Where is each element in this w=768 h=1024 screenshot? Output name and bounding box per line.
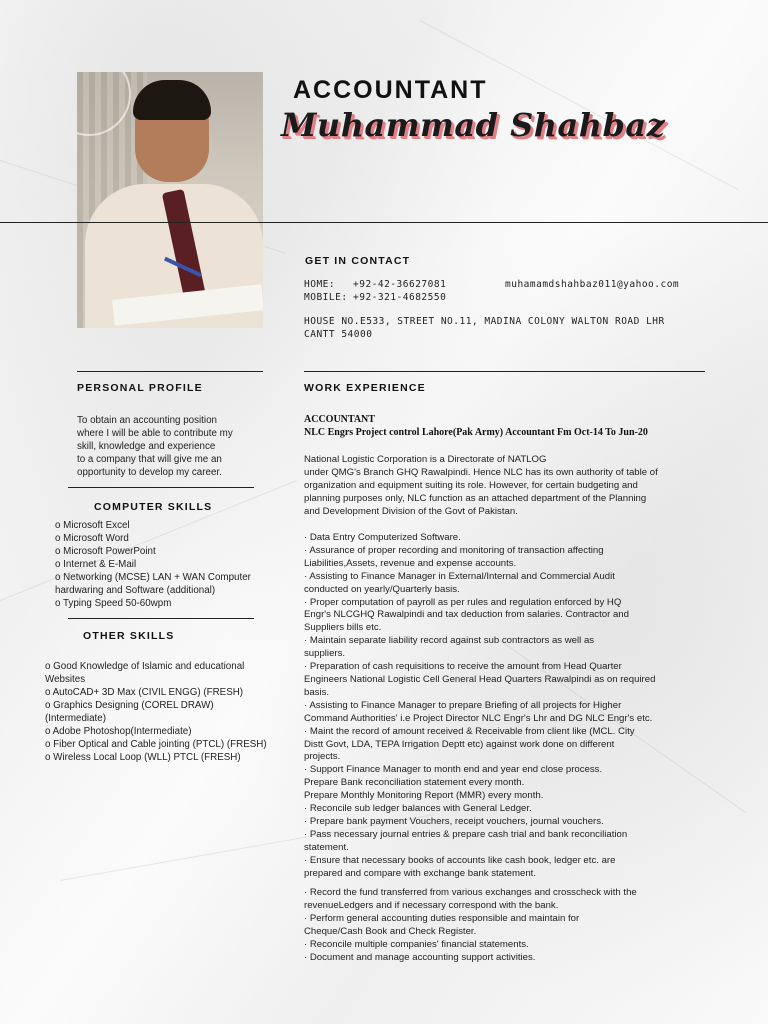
role-title: ACCOUNTANT [293,76,488,104]
list-item: Liabilities,Assets, revenue and expense accounts. [304,557,517,569]
list-item: o Graphics Designing (COREL DRAW) [45,700,214,711]
list-item: · Record the fund transferred from various exchanges and crosscheck with the [304,887,637,898]
duties-list [304,532,706,880]
list-item: prepared and compare with exchange bank statement. [304,867,536,879]
list-item: o Microsoft PowerPoint [55,546,156,557]
home-phone: +92-42-36627081 [353,279,447,290]
list-item: · Prepare bank payment Vouchers, receipt vouchers, journal vouchers. [304,815,604,827]
list-item: Distt Govt, LDA, TEPA Irrigation Deptt etc) against work done on different [304,738,615,750]
list-item: Prepare Bank reconciliation statement every month. [304,777,525,789]
list-item: o Wireless Local Loop (WLL) PTCL (FRESH) [45,752,241,763]
list-item: Engr's NLCGHQ Rawalpindi and tax deduction from salaries. Contractor and [304,609,629,621]
address-line-1: HOUSE NO.E533, STREET NO.11, MADINA COLONY WALTON ROAD LHR [304,316,665,327]
list-item: Prepare Monthly Monitoring Report (MMR) every month. [304,790,544,802]
list-item: o Microsoft Excel [55,520,130,531]
job-title: ACCOUNTANT [304,414,375,425]
list-item: Engineers National Logistic Cell General Head Quarters Rawalpindi as on required [304,673,656,685]
list-item: (Intermediate) [45,713,106,724]
list-item: conducted on yearly/Quarterly basis. [304,583,460,595]
list-item: · Maintain separate liability record against sub contractors as well as [304,635,595,647]
list-item: · Data Entry Computerized Software. [304,532,461,543]
list-item: Websites [45,674,86,685]
job-subtitle: NLC Engrs Project control Lahore(Pak Army) Accountant Fm Oct-14 To Jun-20 [304,427,648,438]
profile-bottom-rule [68,487,254,488]
list-item: · Document and manage accounting support activities. [304,951,536,963]
work-heading: WORK EXPERIENCE [304,382,426,394]
list-item: o AutoCAD+ 3D Max (CIVIL ENGG) (FRESH) [45,687,244,698]
list-item: · Proper computation of payroll as per rules and regulation enforced by HQ [304,596,622,608]
list-item: o Networking (MCSE) LAN + WAN Computer [55,572,251,583]
list-item: Command Authorities' i.e Project Director NLC Engr's Lhr and DG NLC Engr's etc. [304,712,653,724]
list-item: projects. [304,751,341,763]
list-item: · Perform general accounting duties responsible and maintain for [304,912,580,924]
mobile-phone: +92-321-4682550 [353,292,447,303]
list-item: hardwaring and Software (additional) [55,585,216,596]
profile-top-rule [77,371,263,372]
other-skills-heading: OTHER SKILLS [83,630,175,642]
list-item: o Typing Speed 50-60wpm [55,598,172,609]
computer-skills-heading: COMPUTER SKILLS [94,501,213,513]
list-item: · Reconcile multiple companies' financial statements. [304,938,529,950]
list-item: · Reconcile sub ledger balances with General Ledger. [304,803,532,815]
candidate-name: Muhammad Shahbaz [281,106,666,144]
duties-list-continued [304,887,706,964]
list-item: Suppliers bills etc. [304,622,382,634]
list-item: · Assurance of proper recording and monitoring of transaction affecting [304,544,604,556]
list-item: o Good Knowledge of Islamic and educational [45,661,245,672]
contact-heading: GET IN CONTACT [305,255,411,267]
header-divider [0,222,768,223]
list-item: o Adobe Photoshop(Intermediate) [45,726,192,737]
list-item: · Assisting to Finance Manager to prepare Briefing of all projects for Higher [304,699,622,711]
email-address[interactable]: muhamamdshahbaz011@yahoo.com [505,279,680,290]
list-item: o Microsoft Word [55,533,129,544]
list-item: · Preparation of cash requisitions to receive the amount from Head Quarter [304,661,622,673]
profile-heading: PERSONAL PROFILE [77,382,203,394]
skills-divider [68,618,254,619]
list-item: o Internet & E-Mail [55,559,137,570]
profile-text: To obtain an accounting position where I will be able to contribute my skill, knowledge and experience to a company that will give me an opportunity to develop my career. [77,415,233,478]
work-top-rule [304,371,705,372]
other-skills-list [45,660,295,764]
home-label: HOME: [304,279,336,290]
address-line-2: CANTT 54000 [304,329,373,340]
list-item: · Pass necessary journal entries & prepare cash trial and bank reconciliation [304,828,628,840]
profile-photo [77,72,263,328]
computer-skills-list [55,519,285,610]
list-item: · Maint the record of amount received & Receivable from client like (MCL. City [304,725,635,737]
list-item: o Fiber Optical and Cable jointing (PTCL) (FRESH) [45,739,267,750]
list-item: basis. [304,686,330,698]
list-item: · Support Finance Manager to month end and year end close process. [304,764,603,776]
list-item: · Ensure that necessary books of accounts like cash book, ledger etc. are [304,854,616,866]
list-item: revenueLedgers and if necessary correspond with the bank. [304,899,559,911]
mobile-label: MOBILE: [304,292,348,303]
company-intro: National Logistic Corporation is a Directorate of NATLOG under QMG's Branch GHQ Rawalpindi. Hence NLC has its own authority of table of organization and equipment suiting its role. However, for certain budgeting and planning purposes only, NLC function as an attached department of the Planning and Development Division of the Govt of Pakistan. [304,454,658,517]
list-item: statement. [304,841,349,853]
list-item: suppliers. [304,648,346,660]
list-item: Cheque/Cash Book and Check Register. [304,925,477,937]
list-item: · Assisting to Finance Manager in External/Internal and Commercial Audit [304,570,615,582]
